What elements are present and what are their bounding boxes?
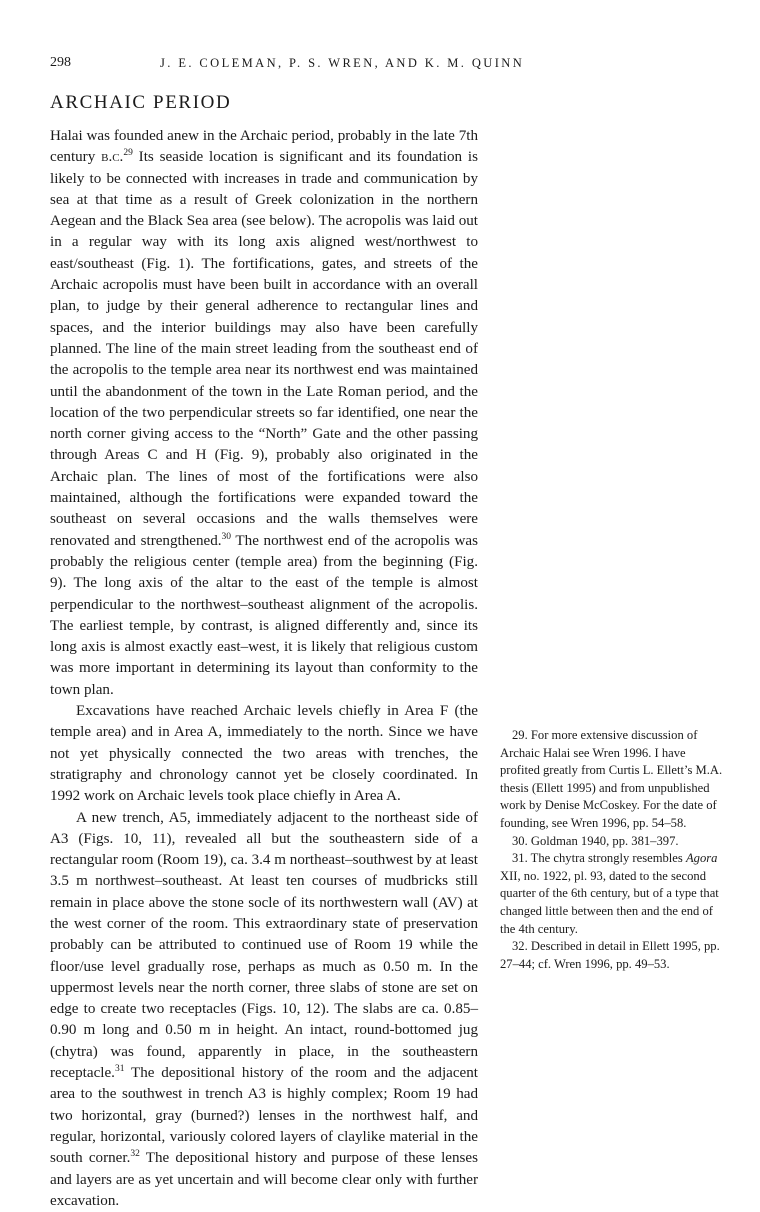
section-title: ARCHAIC PERIOD [50, 92, 231, 114]
footnote-31 [500, 850, 728, 938]
footnotes-column [500, 727, 728, 973]
running-head: J. E. COLEMAN, P. S. WREN, AND K. M. QUINN [160, 56, 524, 71]
footnote-30: 30. Goldman 1940, pp. 381–397. [500, 833, 728, 851]
footnote-32: 32. Described in detail in Ellett 1995, pp. 27–44; cf. Wren 1996, pp. 49–53. [500, 938, 728, 973]
main-text-column [50, 126, 478, 1212]
paragraph-3-text-c: The depositional history and purpose of these lenses and layers are as yet uncertain and will become clear only with further excavation. [50, 1150, 478, 1209]
paragraph-1-text-b: Its seaside location is significant and its foundation is likely to be connected with increases in trade and communication by sea at that time as a result of Greek colonization in the northern Aegean and the Black Sea area (see below). The acropolis was laid out in a regular way with its long axis aligned west/northwest to east/southeast (Fig. 1). The fortifications, gates, and streets of the Archaic acropolis must have been built in accordance with an overall plan, to judge by their general adherence to rectangular lines and spaces, and the interior buildings may also have been carefully planned. The line of the main street leading from the southeast end of the acropolis to the temple area near its northwest end was maintained until the abandonment of the town in the Late Roman period, and the location of the two perpendicular streets so far identified, one near the north corner giving access to the “North” Gate and the other passing through Areas C and H (Fig. 9), probably also originated in the Archaic plan. The lines of most of the fortifications were also maintained, although the fortifications were expanded toward the southeast on several occasions and the walls themselves were renovated and strengthened. [50, 149, 478, 548]
paragraph-3-text-a: A new trench, A5, immediately adjacent to the northeast side of A3 (Figs. 10, 11), revealed all but the southeastern side of a rectangular room (Room 19), ca. 3.4 m northeast–southwest by at least 3.5 m northwest–southeast. At least ten courses of mudbricks still remain in place above the stone socle of its northwestern wall (AV) at the west corner of the room. This extraordinary state of preservation probably can be attributed to continued use of Room 19 while the floor/use level gradually rose, perhaps as much as 0.50 m. In the uppermost levels near the north corner, three slabs of stone are set on edge to create two receptacles (Figs. 10, 12). The slabs are ca. 0.85–0.90 m long and 0.50 m in height. An intact, round-bottomed jug (chytra) was found, apparently in place, in the southeastern receptacle. [50, 810, 478, 1082]
paragraph-3-text-b: The depositional history of the room and the adjacent area to the southwest in trench A3 is highly complex; Room 19 had two horizontal, gray (burned?) lenses in the northwest half, and regular, horizontal, variously colored layers of claylike material in the south corner. [50, 1065, 478, 1166]
footnote-31-agora: Agora [686, 851, 717, 865]
footnote-29: 29. For more extensive discussion of Archaic Halai see Wren 1996. I have profited greatly from Curtis L. Ellett’s M.A. thesis (Ellett 1995) and from unpublished work by Denise McCoskey. For the date of founding, see Wren 1996, pp. 54–58. [500, 727, 728, 833]
paragraph-1-text-a: Halai was founded anew in the Archaic period, probably in the late 7th century [50, 128, 478, 165]
paragraph-1 [50, 126, 478, 701]
footnote-31-text-a: 31. The chytra strongly resembles [512, 851, 686, 865]
footnote-ref-29[interactable]: 29 [123, 148, 133, 158]
footnote-31-text-b: XII, no. 1922, pl. 93, dated to the second quarter of the 6th century, but of a type that changed little between then and the end of the 4th century. [500, 869, 719, 936]
paragraph-2: Excavations have reached Archaic levels chiefly in Area F (the temple area) and in Area A, immediately to the north. Since we have not yet physically connected the two areas with trenches, the stratigraphy and chronology cannot yet be closely coordinated. In 1992 work on Archaic levels took place chiefly in Area A. [50, 701, 478, 807]
footnote-ref-30[interactable]: 30 [222, 532, 232, 542]
footnote-ref-31[interactable]: 31 [115, 1064, 125, 1074]
paragraph-1-text-c: The northwest end of the acropolis was probably the religious center (temple area) from the beginning (Fig. 9). The long axis of the altar to the east of the temple is almost perpendicular to the northwest–southeast alignment of the acropolis. The earliest temple, by contrast, is aligned differently and, since its long axis is almost exactly east–west, it is likely that religious custom was more important in determining its layout than conformity to the town plan. [50, 533, 478, 698]
footnote-ref-32[interactable]: 32 [130, 1149, 140, 1159]
paragraph-3 [50, 808, 478, 1212]
page-number: 298 [50, 55, 71, 71]
bc-abbreviation: b.c. [101, 149, 123, 165]
